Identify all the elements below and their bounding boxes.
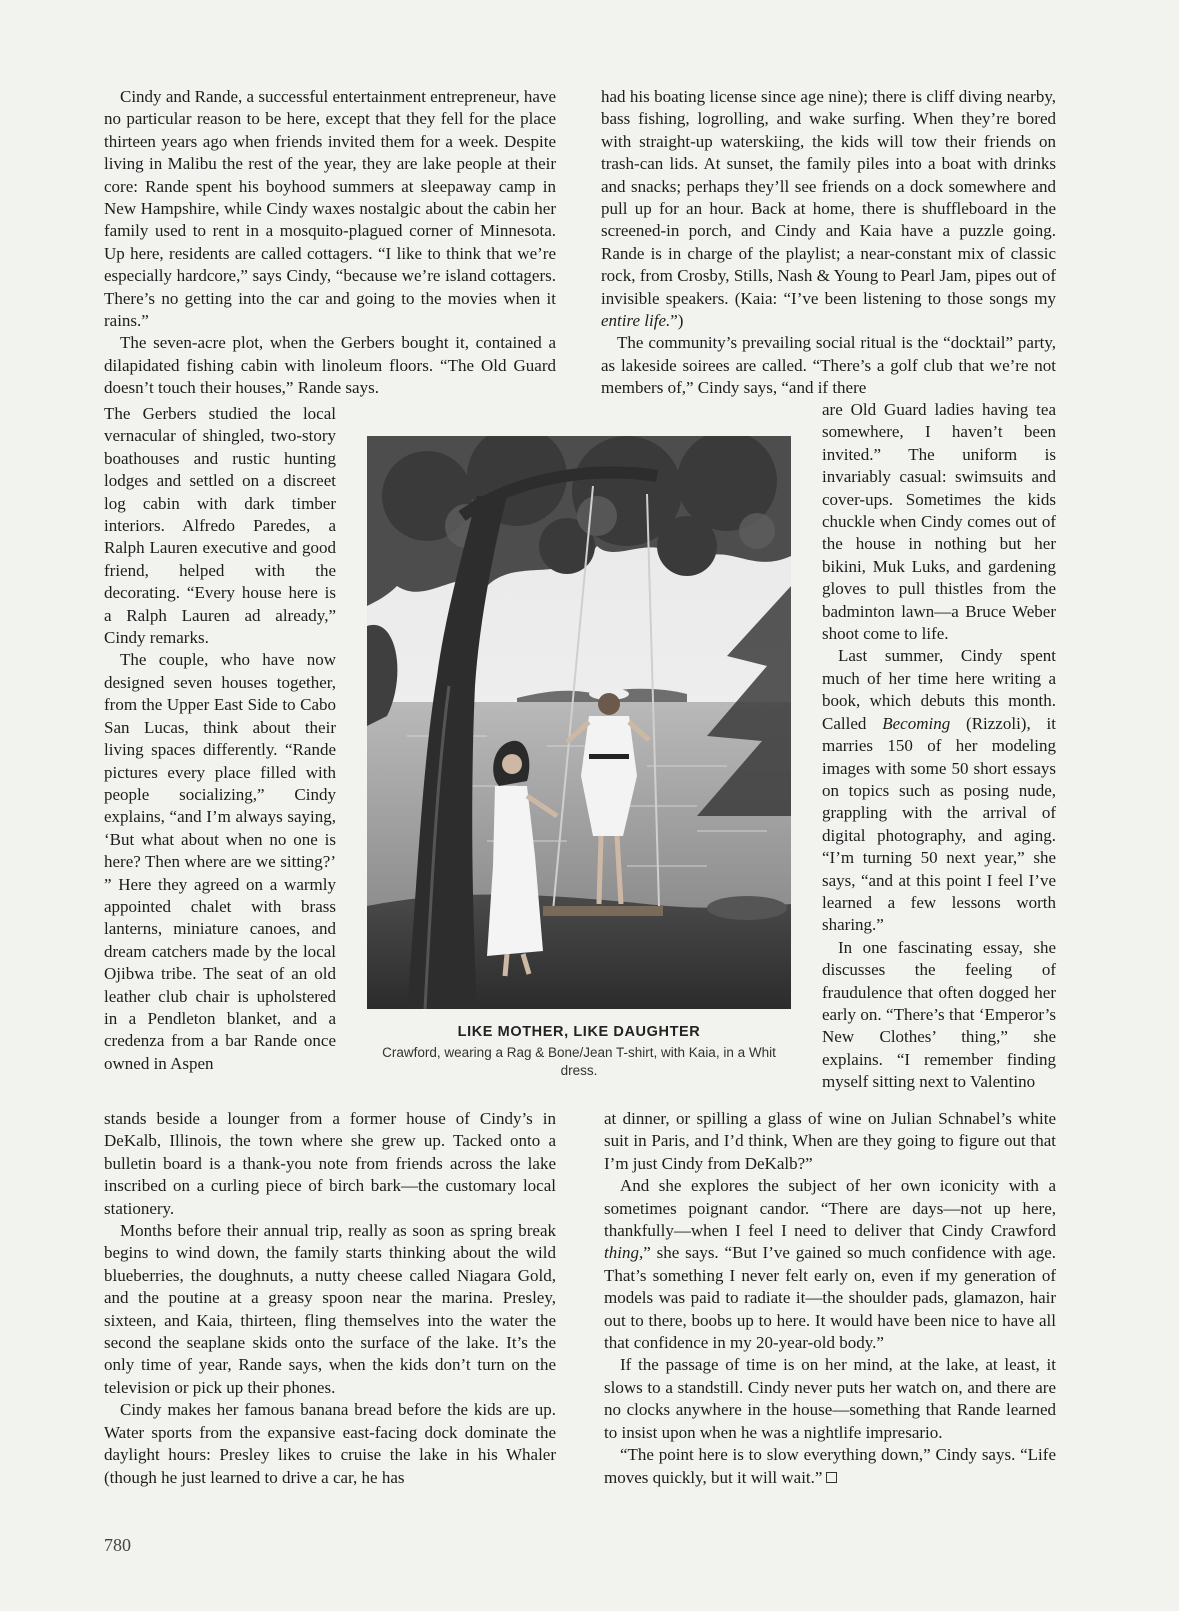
text-run: And she explores the subject of her own iconicity with a sometimes poignant candor. “There are days—not up here, thankfully—when I feel I need to deliver that Cindy Crawford — [604, 1176, 1056, 1241]
photo-mother-daughter-swing — [367, 436, 791, 1009]
paragraph: are Old Guard ladies having tea somewhere, I haven’t been invited.” The uniform is invariably casual: swimsuits and cover-ups. Sometimes the kids chuckle when Cindy comes out of the house in nothing but her bikini, Muk Luks, and gardening gloves to pull thistles from the badminton lawn—a Bruce Weber shoot come to life. — [822, 400, 1056, 644]
photo-illustration — [367, 436, 791, 1009]
right-column-narrow — [822, 399, 1056, 1094]
paragraph: The community’s prevailing social ritual is the “docktail” party, as lakeside soirees are called. “There’s a golf club that we’re not members of,” Cindy says, “and if there — [601, 333, 1056, 398]
paragraph: The couple, who have now designed seven houses together, from the Upper East Side to Cabo San Lucas, think about their living spaces differently. “Rande pictures every place filled with people socializing,” Cindy explains, “and I’m always saying, ‘But what about when no one is here? Then where are we sitting?’ ” Here they agreed on a warmly appointed chalet with brass lanterns, miniature canoes, and dream catchers made by the local Ojibwa tribe. The seat of an old leather club chair is upholstered in a Pendleton blanket, and a credenza from a bar Rande once owned in Aspen — [104, 650, 336, 1073]
text-run: had his boating license since age nine); there is cliff diving nearby, bass fishing, logrolling, and wake surfing. When they’re bored with straight-up waterskiing, the kids will tow their friends on trash-can lids. At sunset, the family piles into a boat with drinks and snacks; perhaps they’ll see friends on a dock somewhere and pull up for an hour. Back at home, there is shuffleboard in the screened-in porch, and Cindy and Kaia have a puzzle going. Rande is in charge of the playlist; a near-constant mix of classic rock, from Crosby, Stills, Nash & Young to Pearl Jam, pipes out of invisible speakers. (Kaia: “I’ve been listening to those songs my — [601, 87, 1056, 308]
paragraph: Months before their annual trip, really as soon as spring break begins to wind down, the family starts thinking about the wild blueberries, the doughnuts, a nutty cheese called Niagara Gold, and the poutine at a greasy spoon near the marina. Presley, sixteen, and Kaia, thirteen, fling themselves into the water the second the seaplane skids onto the surface of the lake. It’s the only time of year, Rande says, when the kids don’t turn on the television or pick up their phones. — [104, 1221, 556, 1397]
text-run: (Rizzoli), it marries 150 of her modeling images with some 50 short essays on topics such as posing nude, grappling with the arrival of digital photography, and aging. “I’m turning 50 next year,” she says, “and at this point I feel I’ve learned a few lessons worth sharing.” — [822, 713, 1056, 935]
paragraph: In one fascinating essay, she discusses the feeling of fraudulence that often dogged her early on. “There’s that ‘Emperor’s New Clothes’ thing,” she explains. “I remember finding myself sitting next to Valentino — [822, 937, 1056, 1092]
italic-text: Becoming — [882, 713, 951, 733]
text-run: ”) — [670, 311, 684, 331]
caption-body: Crawford, wearing a Rag & Bone/Jean T-shirt, with Kaia, in a Whit dress. — [382, 1045, 776, 1078]
paragraph — [822, 645, 1056, 936]
left-column-top — [104, 86, 556, 400]
right-column-top — [601, 86, 1056, 400]
text-run: ” she says. “But I’ve gained so much confidence with age. That’s something I never felt early on, even if my generation of models was paid to radiate it—the shoulder pads, glamazon, hair out to there, boobs up to here. It would have been nice to have all that confidence in my 20-year-old body.” — [604, 1243, 1056, 1353]
paragraph: Cindy and Rande, a successful entertainment entrepreneur, have no particular reason to be here, except that they fell for the place thirteen years ago when friends invited them for a week. Despite living in Malibu the rest of the year, they are lake people at their core: Rande spent his boyhood summers at sleepaway camp in New Hampshire, while Cindy waxes nostalgic about the cabin her family used to rent in a mosquito-plagued corner of Minnesota. Up here, residents are called cottagers. “I like to think that we’re especially hardcore,” says Cindy, “because we’re island cottagers. There’s no getting into the car and going to the movies when it rains.” — [104, 87, 556, 331]
paragraph — [604, 1175, 1056, 1354]
paragraph: The seven-acre plot, when the Gerbers bought it, contained a dilapidated fishing cabin with linoleum floors. “The Old Guard doesn’t touch their houses,” Rande says. — [104, 333, 556, 398]
paragraph: at dinner, or spilling a glass of wine on Julian Schnabel’s white suit in Paris, and I’d think, When are they going to figure out that I’m just Cindy from DeKalb?” — [604, 1109, 1056, 1173]
italic-text: thing, — [604, 1243, 644, 1263]
caption-title: LIKE MOTHER, LIKE DAUGHTER — [457, 1024, 701, 1040]
paragraph — [601, 86, 1056, 332]
right-column-bottom — [604, 1108, 1056, 1489]
paragraph: stands beside a lounger from a former house of Cindy’s in DeKalb, Illinois, the town where she grew up. Tacked onto a bulletin board is a thank-you note from friends across the lake inscribed on a curling piece of birch bark—the customary local stationery. — [104, 1109, 556, 1218]
text-run: “The point here is to slow everything down,” Cindy says. “Life moves quickly, but it will wait.” — [604, 1445, 1056, 1487]
end-mark-icon — [826, 1472, 837, 1483]
left-column-bottom — [104, 1108, 556, 1489]
paragraph: The Gerbers studied the local vernacular of shingled, two-story boathouses and rustic hunting lodges and settled on a discreet log cabin with dark timber interiors. Alfredo Paredes, a Ralph Lauren executive and good friend, helped with the decorating. “Every house here is a Ralph Lauren ad already,” Cindy remarks. — [104, 404, 336, 648]
paragraph — [604, 1444, 1056, 1489]
left-column-narrow — [104, 403, 336, 1075]
photo-caption — [367, 1022, 791, 1080]
page-number: 780 — [104, 1535, 131, 1555]
italic-text: entire life. — [601, 311, 671, 331]
text-run: Last summer, Cindy spent much of her time here writing a book, which debuts this month. Called — [822, 646, 1056, 733]
paragraph: Cindy makes her famous banana bread before the kids are up. Water sports from the expansive east-facing dock dominate the daylight hours: Presley likes to cruise the lake in his Whaler (though he just learned to drive a car, he has — [104, 1400, 556, 1487]
paragraph: If the passage of time is on her mind, at the lake, at least, it slows to a standstill. Cindy never puts her watch on, and there are no clocks anywhere in the house—something that Rande learned to insist upon when he was a nightlife impresario. — [604, 1355, 1056, 1442]
